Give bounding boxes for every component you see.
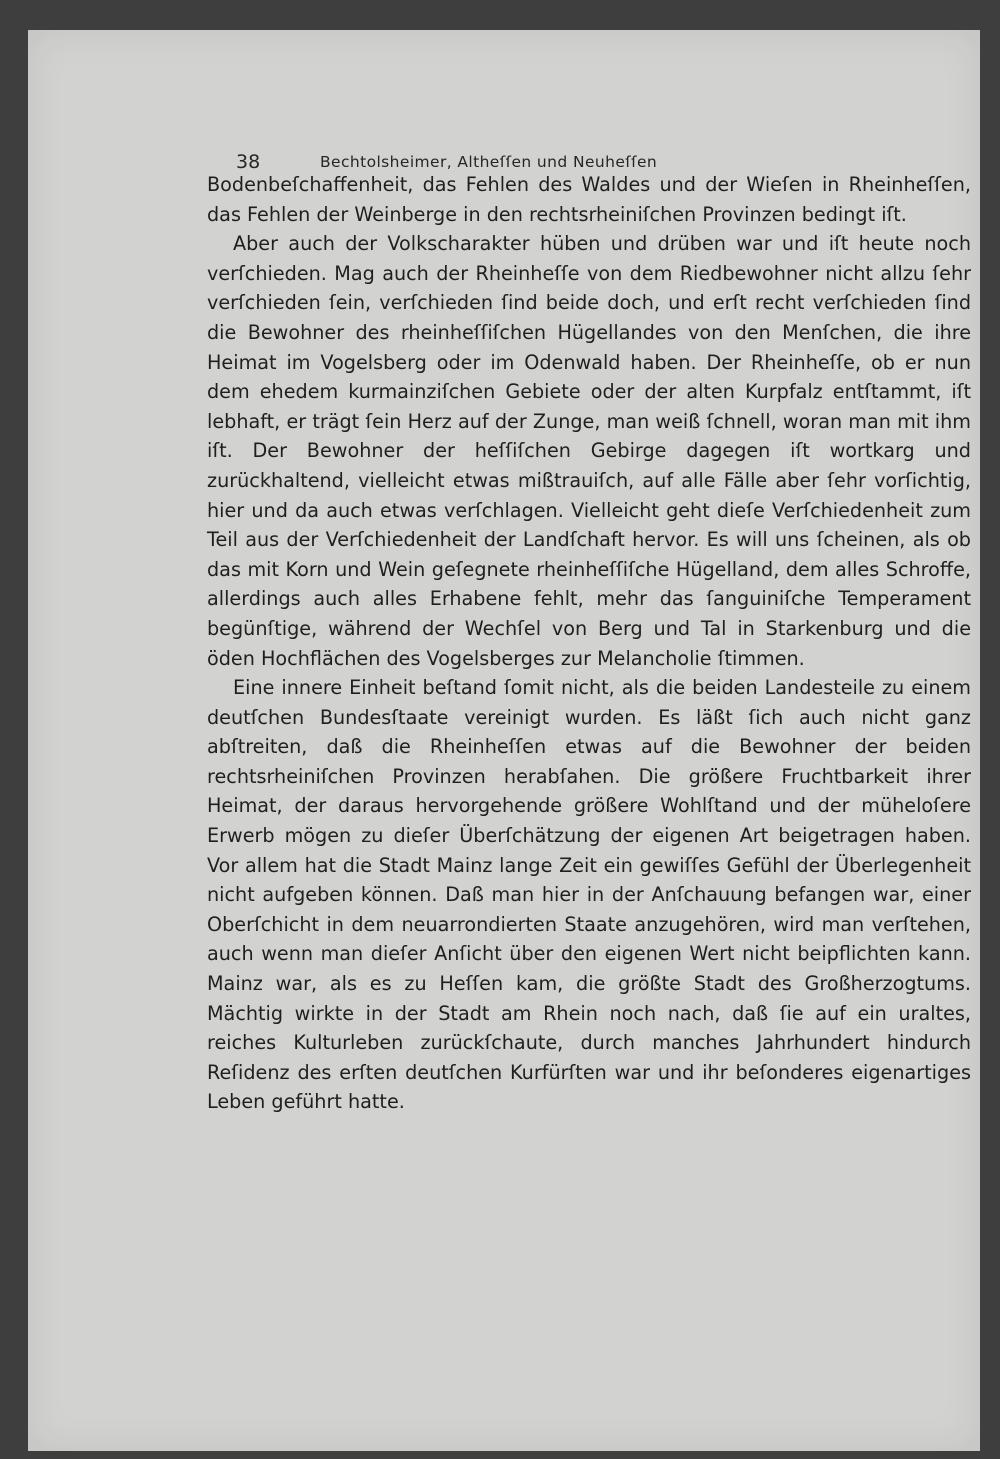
page-number: 38 [236,151,261,173]
paragraph-continued: Bodenbeſchaffenheit, das Fehlen des Waldes und der Wieſen in Rheinheſſen, das Fehlen der Weinberge in den rechtsrheiniſchen Provinzen bedingt iſt. [207,173,971,226]
paragraph-innere-einheit: Eine innere Einheit beſtand ſomit nicht, als die beiden Landesteile zu einem deutſchen Bundesſtaate vereinigt wurden. Es läßt ſich auch nicht ganz abſtreiten, daß die Rheinheſſen etwas auf die Bewohner der beiden rechtsrheiniſchen Provinzen herabſahen. Die größere Fruchtbarkeit ihrer Heimat, der daraus hervorgehende größere Wohlſtand und der müheloſere Erwerb mögen zu dieſer Überſchätzung der eigenen Art beigetragen haben. Vor allem hat die Stadt Mainz lange Zeit ein gewiſſes Gefühl der Überlegenheit nicht aufgeben können. Daß man hier in der Anſchauung befangen war, einer Oberſchicht in dem neuarrondierten Staate anzugehören, wird man verſtehen, auch wenn man dieſer Anſicht über den eigenen Wert nicht beipflichten kann. Mainz war, als es zu Heſſen kam, die größte Stadt des Großherzogtums. Mächtig wirkte in der Stadt am Rhein noch nach, daß ſie auf ein uraltes, reiches Kulturleben zurückſchaute, durch manches Jahrhundert hindurch Reſidenz des erſten deutſchen Kurfürſten war und ihr beſonderes eigenartiges Leben geführt hatte. [207,676,971,1114]
running-title: Bechtolsheimer, Altheſſen und Neuheſſen [320,153,658,171]
body-text [207,170,971,1117]
paragraph-volkscharakter: Aber auch der Volkscharakter hüben und drüben war und iſt heute noch verſchieden. Mag auch der Rheinheſſe von dem Riedbewohner nicht allzu ſehr verſchieden ſein, verſchieden ſind beide doch, und erſt recht verſchieden ſind die Bewohner des rheinheſſiſchen Hügellandes von den Menſchen, die ihre Heimat im Vogelsberg oder im Odenwald haben. Der Rheinheſſe, ob er nun dem ehedem kurmainziſchen Gebiete oder der alten Kurpfalz entſtammt, iſt lebhaft, er trägt ſein Herz auf der Zunge, man weiß ſchnell, woran man mit ihm iſt. Der Bewohner der heſſiſchen Gebirge dagegen iſt wortkarg und zurückhaltend, vielleicht etwas mißtrauiſch, auf alle Fälle aber ſehr vorſichtig, hier und da auch etwas verſchlagen. Vielleicht geht dieſe Verſchiedenheit zum Teil aus der Verſchiedenheit der Landſchaft hervor. Es will uns ſcheinen, als ob das mit Korn und Wein geſegnete rheinheſſiſche Hügelland, dem alles Schroffe, allerdings auch alles Erhabene fehlt, mehr das ſanguiniſche Temperament begünſtige, während der Wechſel von Berg und Tal in Starkenburg und die öden Hochflächen des Vogelsberges zur Melancholie ſtimmen. [207,232,971,670]
